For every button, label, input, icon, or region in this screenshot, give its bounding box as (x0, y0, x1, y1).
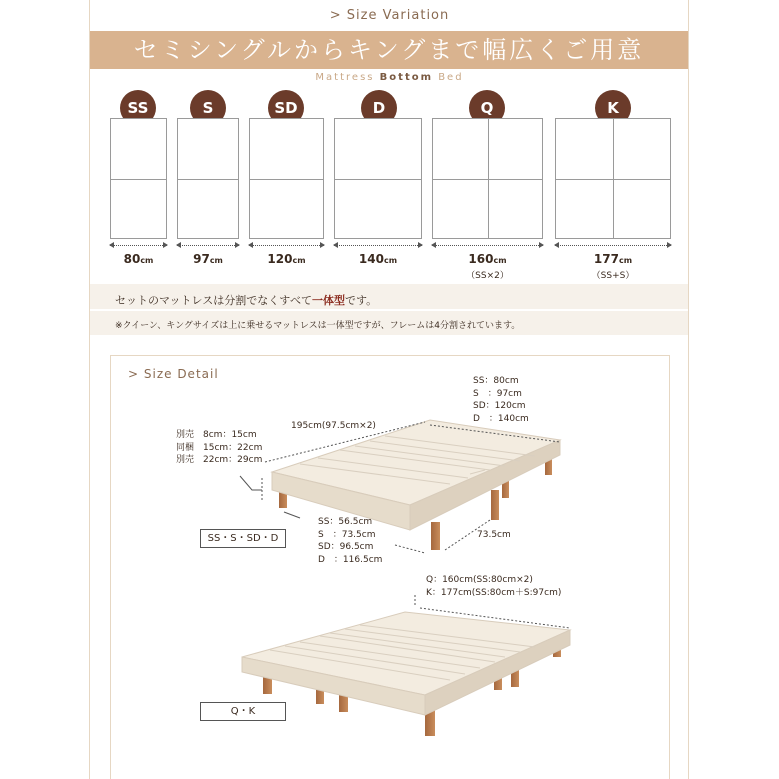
size-banner: セミシングルからキングまで幅広くご用意 (90, 31, 688, 69)
width-label-q: 160cm (468, 252, 507, 266)
width-label-s: 97cm (193, 252, 223, 266)
width-label-k: 177cm (593, 252, 633, 266)
detail-frame-widths: SS：56.5cm S ：73.5cm SD：96.5cm D ：116.5cm (318, 517, 383, 565)
size-badge-d: D (361, 90, 397, 126)
detail-qk-widths: Q：160cm(SS:80cm×2) K：177cm(SS:80cm＋S:97cm) (426, 575, 562, 598)
tag-q-k: Q・K (200, 702, 286, 721)
detail-top-widths: SS：80cm S ：97cm SD：120cm D ：140cm (473, 376, 529, 424)
width-label-d: 140cm (358, 252, 398, 266)
size-badge-k: K (595, 90, 631, 126)
note-queen-king: ※クイーン、キングサイズは上に乗せるマットレスは一体型ですが、フレームは4分割されています。 (115, 321, 521, 331)
width-label-sd: 120cm (267, 252, 306, 266)
size-badge-q: Q (469, 90, 505, 126)
width-label-ss: 80cm (123, 252, 154, 266)
subtitle: Mattress Bottom Bed (315, 72, 464, 83)
tag-ss-s-sd-d: SS・S・SD・D (200, 529, 286, 548)
size-detail-title: > Size Detail (128, 367, 219, 381)
note-integrated: セットのマットレスは分割でなくすべて一体型です。 (115, 294, 378, 307)
size-badge-ss: SS (120, 90, 156, 126)
size-badge-s: S (190, 90, 226, 126)
detail-leg-heights: 別売 8cm：15cm 同梱 15cm：22cm 別売 22cm：29cm (176, 430, 263, 465)
bed-ss-d-illustration (240, 420, 560, 553)
detail-length: 195cm(97.5cm×2) (291, 421, 376, 431)
detail-depth: 73.5cm (477, 530, 511, 540)
bed-q-k-illustration (242, 595, 570, 736)
width-sub-q: （SS×2） (466, 271, 509, 281)
width-sub-k: （SS+S） (591, 271, 635, 281)
size-badge-sd: SD (268, 90, 304, 126)
size-variation-title: > Size Variation (329, 8, 450, 23)
